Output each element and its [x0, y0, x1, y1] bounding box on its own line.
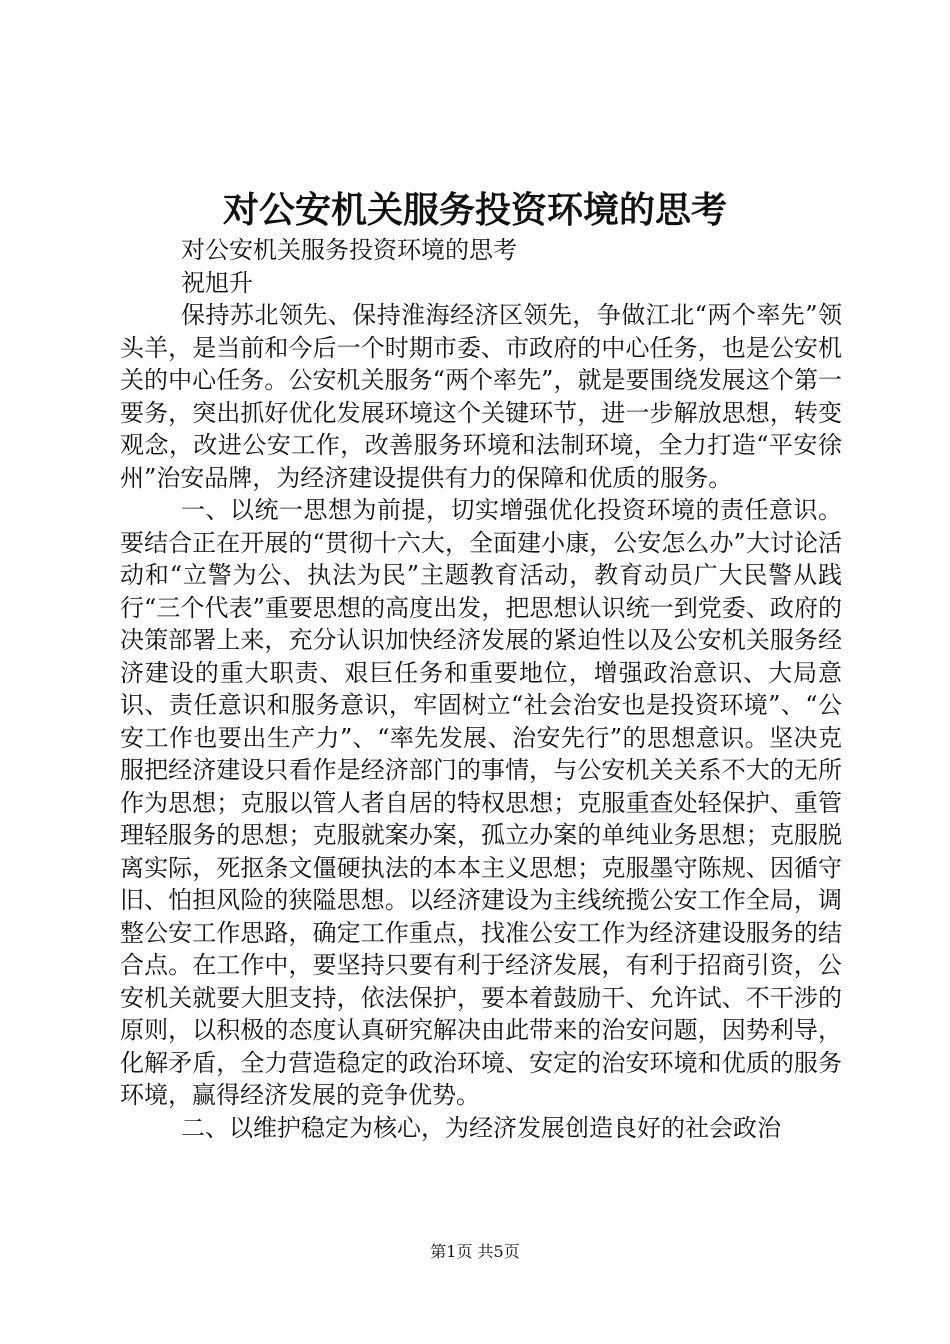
paragraph-section-2: 二、以维护稳定为核心，为经济发展创造良好的社会政治: [181, 1113, 781, 1142]
subtitle: 对公安机关服务投资环境的思考: [181, 236, 517, 264]
paragraph-intro: 保持苏北领先、保持淮海经济区领先，争做江北“两个率先”领头羊，是当前和今后一个时期市委、市政府的中心任务，也是公安机关的中心任务。公安机关服务“两个率先”，就是要围绕发展这个第一要务，突出抓好优化发展环境这个关键环节，进一步解放思想，转变观念，改进公安工作，改善服务环境和法制环境，全力打造“平安徐州”治安品牌，为经济建设提供有力的保障和优质的服务。: [120, 301, 842, 492]
paragraph-section-1: 一、以统一思想为前提，切实增强优化投资环境的责任意识。要结合正在开展的“贯彻十六大，全面建小康，公安怎么办”大讨论活动和“立警为公、执法为民”主题教育活动，教育动员广大民警从践行“三个代表”重要思想的高度出发，把思想认识统一到党委、政府的决策部署上来，充分认识加快经济发展的紧迫性以及公安机关服务经济建设的重大职责、艰巨任务和重要地位，增强政治意识、大局意识、责任意识和服务意识，牢固树立“社会治安也是投资环境”、“公安工作也要出生产力”、“率先发展、治安先行”的思想意识。坚决克服把经济建设只看作是经济部门的事情，与公安机关关系不大的无所作为思想；克服以管人者自居的特权思想；克服重查处轻保护、重管理轻服务的思想；克服就案办案，孤立办案的单纯业务思想；克服脱离实际，死抠条文僵硬执法的本本主义思想；克服墨守陈规、因循守旧、怕担风险的狭隘思想。以经济建设为主线统揽公安工作全局，调整公安工作思路，确定工作重点，找准公安工作为经济建设服务的结合点。在工作中，要坚持只要有利于经济发展，有利于招商引资，公安机关就要大胆支持，依法保护，要本着鼓励干、允许试、不干涉的原则，以积极的态度认真研究解决由此带来的治安问题，因势利导，化解矛盾，全力营造稳定的政治环境、安定的治安环境和优质的服务环境，赢得经济发展的竞争优势。: [120, 496, 842, 1109]
document-body: [120, 234, 842, 1144]
document-title: 对公安机关服务投资环境的思考: [222, 189, 727, 231]
author: 祝旭升: [181, 268, 253, 297]
page-number: 第1页 共5页: [430, 1242, 520, 1261]
